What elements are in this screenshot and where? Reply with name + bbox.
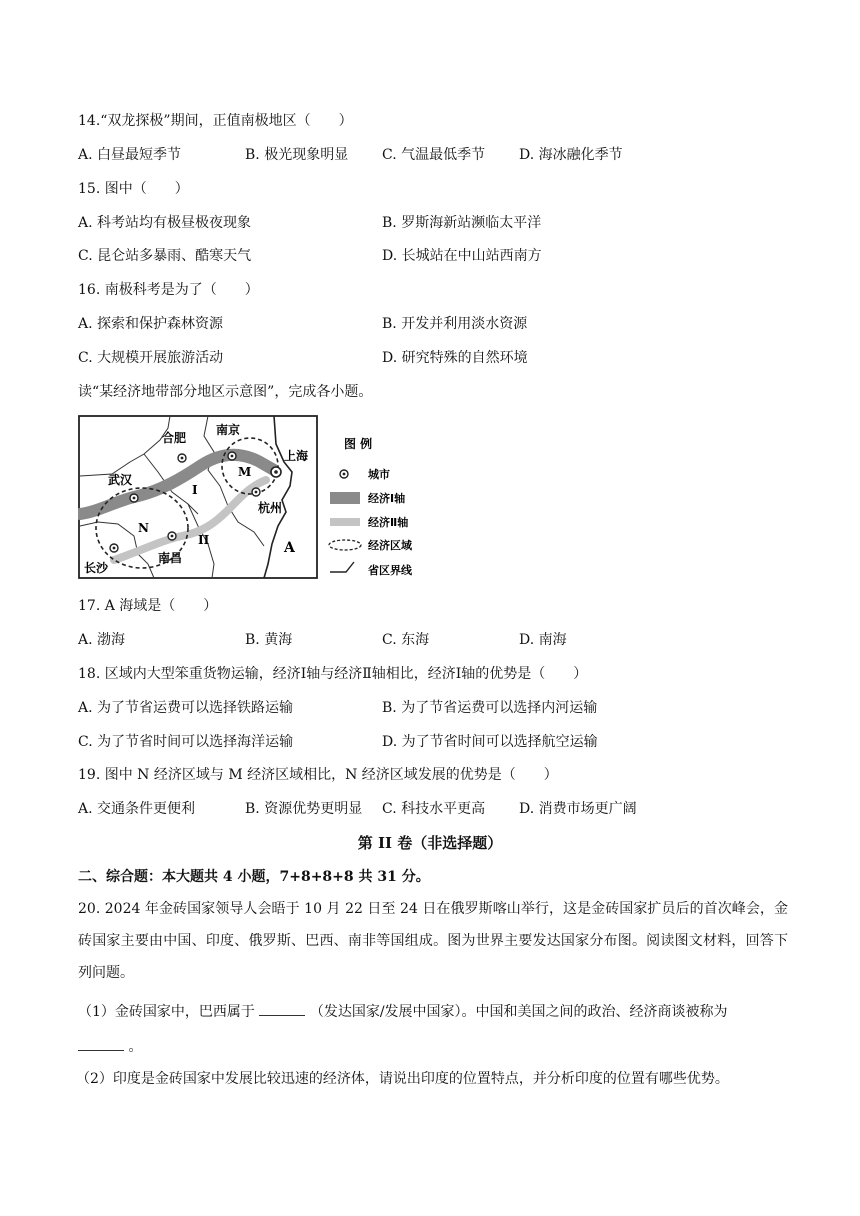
label-m: M bbox=[238, 465, 252, 479]
q16-options-row2 bbox=[78, 348, 798, 368]
q18-option-b: B. 为了节省运费可以选择内河运输 bbox=[382, 700, 598, 716]
q18-option-d: D. 为了节省时间可以选择航空运输 bbox=[382, 734, 598, 750]
city-nanjing bbox=[228, 452, 236, 460]
label-wuhan: 武汉 bbox=[108, 473, 133, 487]
legend-region: 经济区域 bbox=[368, 539, 412, 552]
economic-zone-map bbox=[78, 414, 424, 580]
label-sea-a: A bbox=[284, 540, 295, 556]
legend-boundary: 省区界线 bbox=[368, 564, 412, 577]
q20-paragraph: 20. 2024 年金砖国家领导人会晤于 10 月 22 日至 24 日在俄罗斯喀山举行，这是金砖国家扩员后的首次峰会，金砖国家主要由中国、印度、俄罗斯、巴西、南非等国组成。图为世界主要发达国家分布图。阅读图文材料，回答下列问题。 bbox=[78, 901, 788, 981]
legend-region-swatch bbox=[329, 540, 361, 550]
city-wuhan bbox=[130, 494, 138, 502]
q20-sub1-line1 bbox=[78, 1001, 728, 1022]
legend-axis1: 经济Ⅰ轴 bbox=[368, 492, 406, 505]
section2-heading: 二、综合题：本大题共 4 小题，7+8+8+8 共 31 分。 bbox=[78, 869, 430, 885]
q19-stem: 19. 图中 N 经济区域与 M 经济区域相比，N 经济区域发展的优势是（ ） bbox=[78, 767, 558, 783]
q14-option-c: C. 气温最低季节 bbox=[382, 147, 486, 163]
q20-sub1-line2 bbox=[78, 1036, 142, 1057]
q18-option-c: C. 为了节省时间可以选择海洋运输 bbox=[78, 734, 294, 750]
city-shanghai bbox=[271, 467, 281, 477]
q20-sub1-c: 。 bbox=[128, 1039, 143, 1055]
q14-option-b: B. 极光现象明显 bbox=[245, 147, 349, 163]
legend-city: 城市 bbox=[368, 468, 390, 481]
q20-sub1-a: （1）金砖国家中，巴西属于 bbox=[78, 1004, 255, 1020]
label-nanjing: 南京 bbox=[216, 423, 241, 437]
legend-city-symbol bbox=[340, 470, 348, 478]
q15-options-row2 bbox=[78, 246, 798, 266]
label-axis-i: I bbox=[192, 483, 198, 497]
q16-options-row1 bbox=[78, 314, 798, 334]
q19-option-d: D. 消费市场更广阔 bbox=[519, 801, 637, 817]
q19-option-b: B. 资源优势更明显 bbox=[245, 801, 363, 817]
part2-title: 第 II 卷（非选择题） bbox=[357, 834, 503, 852]
q17-options bbox=[78, 630, 798, 650]
legend-boundary-swatch bbox=[330, 562, 354, 572]
q16-option-d: D. 研究特殊的自然环境 bbox=[382, 350, 528, 366]
legend-axis2: 经济Ⅱ轴 bbox=[368, 516, 409, 529]
q15-option-a: A. 科考站均有极昼极夜现象 bbox=[78, 215, 252, 231]
q15-option-b: B. 罗斯海新站濒临太平洋 bbox=[382, 215, 542, 231]
q15-options-row1 bbox=[78, 213, 798, 233]
q20-sub1-b: （发达国家/发展中国家）。中国和美国之间的政治、经济商谈被称为 bbox=[309, 1004, 728, 1020]
answer-blank-1[interactable] bbox=[259, 1001, 305, 1016]
q17-option-d: D. 南海 bbox=[519, 632, 567, 648]
q14-stem: 14.“双龙探极”期间，正值南极地区（ ） bbox=[78, 113, 353, 129]
q19-option-a: A. 交通条件更便利 bbox=[78, 801, 196, 817]
q14-options bbox=[78, 145, 798, 165]
q17-option-b: B. 黄海 bbox=[245, 632, 293, 648]
label-nanchang: 南昌 bbox=[158, 551, 183, 565]
city-nanchang bbox=[168, 532, 176, 540]
label-changsha: 长沙 bbox=[84, 561, 109, 575]
q20-sub2: （2）印度是金砖国家中发展比较迅速的经济体，请说出印度的位置特点，并分析印度的位置有哪些优势。 bbox=[76, 1071, 729, 1087]
q18-options-row1 bbox=[78, 698, 798, 718]
label-hefei: 合肥 bbox=[162, 431, 187, 445]
city-hefei bbox=[178, 454, 186, 462]
q17-option-c: C. 东海 bbox=[382, 632, 430, 648]
q15-option-d: D. 长城站在中山站西南方 bbox=[382, 248, 542, 264]
legend-axis2-swatch bbox=[330, 518, 360, 526]
q19-option-c: C. 科技水平更高 bbox=[382, 801, 486, 817]
legend-axis1-swatch bbox=[330, 492, 360, 504]
label-axis-ii: II bbox=[198, 533, 210, 547]
q16-option-a: A. 探索和保护森林资源 bbox=[78, 316, 224, 332]
map-svg bbox=[78, 414, 424, 580]
answer-blank-2[interactable] bbox=[78, 1036, 124, 1051]
q17-option-a: A. 渤海 bbox=[78, 632, 126, 648]
q19-options bbox=[78, 799, 798, 819]
label-shanghai: 上海 bbox=[284, 449, 309, 463]
q18-option-a: A. 为了节省运费可以选择铁路运输 bbox=[78, 700, 294, 716]
q16-option-c: C. 大规模开展旅游活动 bbox=[78, 350, 224, 366]
q14-option-d: D. 海冰融化季节 bbox=[519, 147, 623, 163]
city-hangzhou bbox=[252, 488, 260, 496]
q17-stem: 17. A 海域是（ ） bbox=[78, 598, 218, 614]
q18-options-row2 bbox=[78, 732, 798, 752]
q14-option-a: A. 白昼最短季节 bbox=[78, 147, 182, 163]
q18-stem: 18. 区域内大型笨重货物运输，经济Ⅰ轴与经济Ⅱ轴相比，经济Ⅰ轴的优势是（ ） bbox=[78, 666, 588, 682]
label-hangzhou: 杭州 bbox=[258, 501, 283, 515]
label-n: N bbox=[138, 521, 149, 535]
map-intro: 读“某经济地带部分地区示意图”，完成各小题。 bbox=[78, 384, 373, 400]
q15-option-c: C. 昆仑站多暴雨、酷寒天气 bbox=[78, 248, 252, 264]
q16-stem: 16. 南极科考是为了（ ） bbox=[78, 282, 259, 298]
legend-title: 图 例 bbox=[344, 437, 373, 451]
city-changsha bbox=[110, 544, 118, 552]
q15-stem: 15. 图中（ ） bbox=[78, 181, 189, 197]
q16-option-b: B. 开发并利用淡水资源 bbox=[382, 316, 528, 332]
